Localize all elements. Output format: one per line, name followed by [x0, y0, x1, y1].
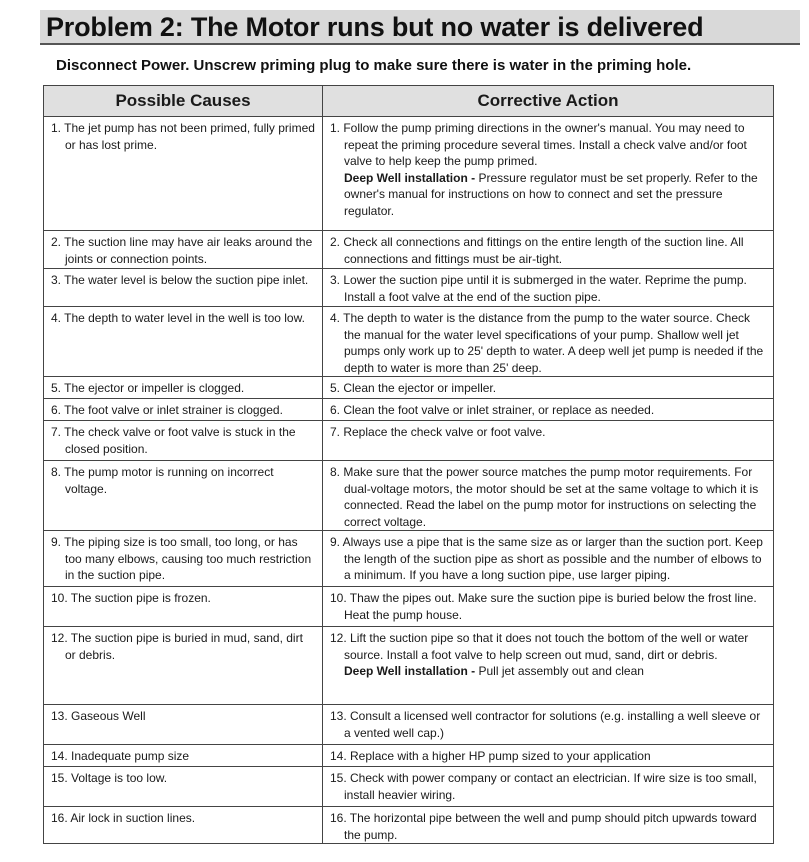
cause-cell: 3. The water level is below the suction pipe inlet.	[44, 269, 323, 307]
table-row	[44, 231, 774, 269]
table-row	[44, 745, 774, 767]
subtitle: Disconnect Power. Unscrew priming plug to make sure there is water in the priming hole.	[56, 57, 692, 74]
table-row	[44, 705, 774, 745]
troubleshooting-table	[43, 85, 774, 844]
table-row	[44, 117, 774, 231]
cause-cell: 1. The jet pump has not been primed, fully primed or has lost prime.	[44, 117, 323, 231]
action-cell: 7. Replace the check valve or foot valve.	[323, 421, 774, 461]
action-cell: 10. Thaw the pipes out. Make sure the suction pipe is buried below the frost line. Heat the pump house.	[323, 587, 774, 627]
action-cell: 5. Clean the ejector or impeller.	[323, 377, 774, 399]
cause-cell: 9. The piping size is too small, too long, or has too many elbows, causing too much restriction in the suction pipe.	[44, 531, 323, 587]
action-cell: 13. Consult a licensed well contractor for solutions (e.g. installing a well sleeve or a vented well cap.)	[323, 705, 774, 745]
action-note: Deep Well installation - Pull jet assembly out and clean	[344, 664, 644, 678]
cause-cell: 5. The ejector or impeller is clogged.	[44, 377, 323, 399]
action-cell: 3. Lower the suction pipe until it is submerged in the water. Reprime the pump. Install a foot valve at the end of the suction pipe.	[323, 269, 774, 307]
action-note: Deep Well installation - Pressure regulator must be set properly. Refer to the owner's manual for instructions on how to connect and set the pressure regulator.	[344, 170, 758, 218]
cause-cell: 10. The suction pipe is frozen.	[44, 587, 323, 627]
action-cell: 15. Check with power company or contact an electrician. If wire size is too small, install heavier wiring.	[323, 767, 774, 807]
table-row	[44, 461, 774, 531]
page-title: Problem 2: The Motor runs but no water is delivered	[46, 12, 704, 42]
table-row	[44, 807, 774, 844]
action-cell: 16. The horizontal pipe between the well and pump should pitch upwards toward the pump.	[323, 807, 774, 844]
cause-cell: 2. The suction line may have air leaks around the joints or connection points.	[44, 231, 323, 269]
cause-cell: 6. The foot valve or inlet strainer is clogged.	[44, 399, 323, 421]
title-bar	[40, 10, 800, 45]
cause-cell: 14. Inadequate pump size	[44, 745, 323, 767]
action-cell: 2. Check all connections and fittings on the entire length of the suction line. All connections and fittings must be air-tight.	[323, 231, 774, 269]
table-row	[44, 627, 774, 705]
action-cell: 12. Lift the suction pipe so that it does not touch the bottom of the well or water source. Install a foot valve to help screen out mud, sand, dirt or debris. Deep Well installation - Pull jet assembly out and clean	[323, 627, 774, 705]
action-cell: 14. Replace with a higher HP pump sized to your application	[323, 745, 774, 767]
cause-cell: 8. The pump motor is running on incorrect voltage.	[44, 461, 323, 531]
cause-cell: 13. Gaseous Well	[44, 705, 323, 745]
cause-cell: 7. The check valve or foot valve is stuck in the closed position.	[44, 421, 323, 461]
header-possible-causes: Possible Causes	[44, 86, 323, 117]
action-cell: 4. The depth to water is the distance from the pump to the water source. Check the manual for the water level specifications of your pump. Shallow well jet pumps only work up to 25' depth to water. A deep well jet pump is needed if the depth to water is more than 25' deep.	[323, 307, 774, 377]
table-row	[44, 377, 774, 399]
table-row	[44, 767, 774, 807]
cause-cell: 12. The suction pipe is buried in mud, sand, dirt or debris.	[44, 627, 323, 705]
table-row	[44, 421, 774, 461]
header-corrective-action: Corrective Action	[323, 86, 774, 117]
table-row	[44, 587, 774, 627]
action-cell: 1. Follow the pump priming directions in the owner's manual. You may need to repeat the priming procedure several times. Install a check valve and/or foot valve to help keep the pump primed. Deep Well installation - Pressure regulator must be set properly. Refer to the owner's manual for instructions on how to connect and set the pressure regulator.	[323, 117, 774, 231]
table-row	[44, 269, 774, 307]
cause-cell: 16. Air lock in suction lines.	[44, 807, 323, 844]
table-row	[44, 531, 774, 587]
table-row	[44, 307, 774, 377]
table-row	[44, 399, 774, 421]
table-header-row	[44, 86, 774, 117]
action-cell: 8. Make sure that the power source matches the pump motor requirements. For dual-voltage motors, the motor should be set at the same voltage to which it is connected. Read the label on the pump motor for instructions on selecting the correct voltage.	[323, 461, 774, 531]
action-cell: 6. Clean the foot valve or inlet strainer, or replace as needed.	[323, 399, 774, 421]
cause-cell: 4. The depth to water level in the well is too low.	[44, 307, 323, 377]
action-cell: 9. Always use a pipe that is the same size as or larger than the suction port. Keep the length of the suction pipe as short as possible and the number of elbows to a minimum. If you have a long suction pipe, use larger piping.	[323, 531, 774, 587]
cause-cell: 15. Voltage is too low.	[44, 767, 323, 807]
